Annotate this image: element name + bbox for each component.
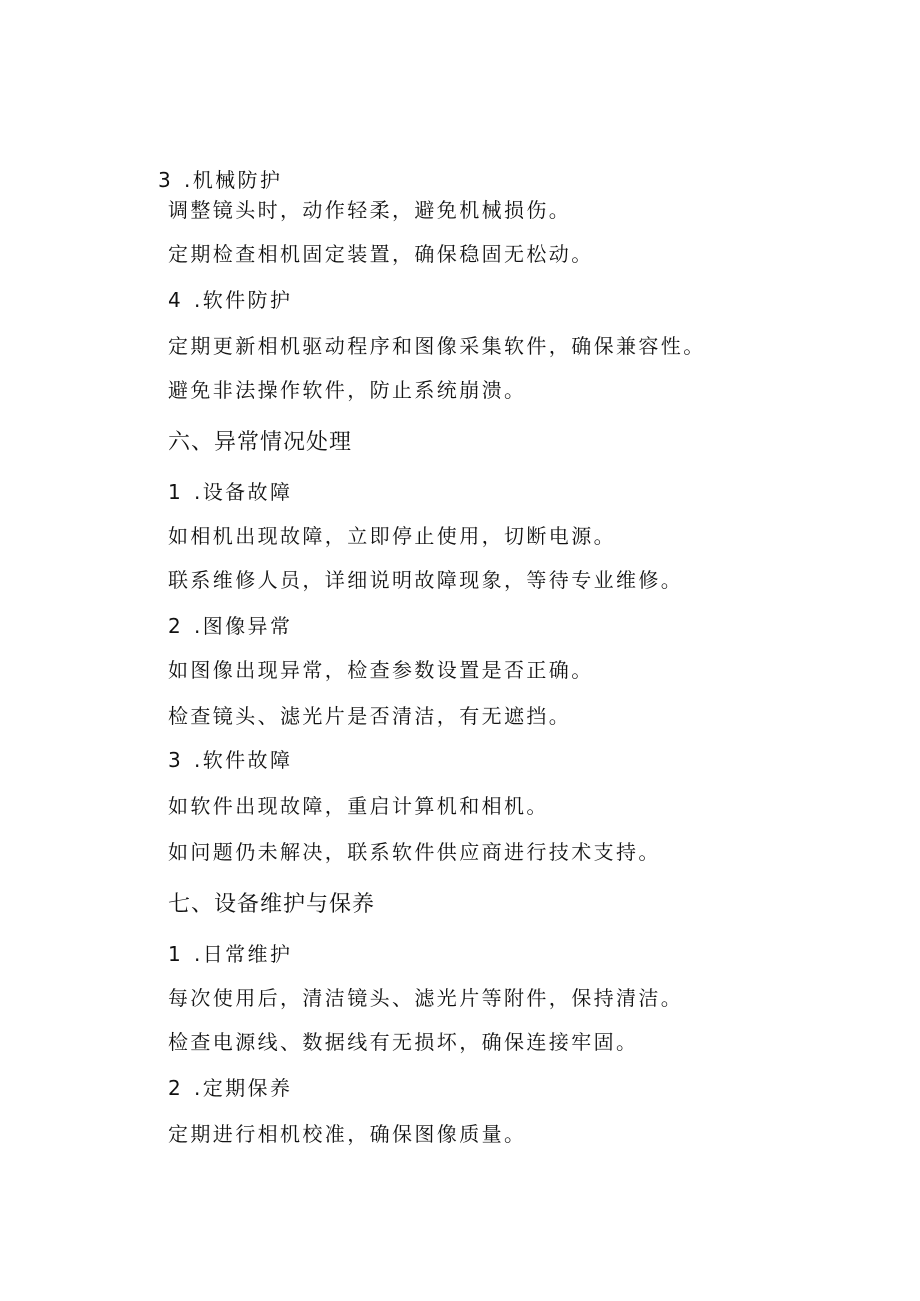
subsection-number: 3 xyxy=(158,168,174,192)
subsection-number: 3 xyxy=(168,748,184,772)
paragraph: 避免非法操作软件，防止系统崩溃。 xyxy=(168,378,527,402)
subsection-title-text: .机械防护 xyxy=(184,168,283,192)
paragraph: 定期进行相机校准，确保图像质量。 xyxy=(168,1122,527,1146)
subsection-number: 1 xyxy=(168,942,184,966)
subsection-title-mechanical-protection xyxy=(158,166,282,194)
subsection-title-daily-maintenance xyxy=(168,940,292,968)
subsection-number: 4 xyxy=(168,288,184,312)
subsection-title-text: .软件故障 xyxy=(194,748,293,772)
paragraph: 调整镜头时，动作轻柔，避免机械损伤。 xyxy=(168,198,572,222)
subsection-title-text: .定期保养 xyxy=(194,1076,293,1100)
paragraph: 每次使用后，清洁镜头、滤光片等附件，保持清洁。 xyxy=(168,986,684,1010)
paragraph: 如问题仍未解决，联系软件供应商进行技术支持。 xyxy=(168,840,661,864)
subsection-number: 1 xyxy=(168,480,184,504)
paragraph: 联系维修人员，详细说明故障现象，等待专业维修。 xyxy=(168,568,684,592)
paragraph: 如相机出现故障，立即停止使用，切断电源。 xyxy=(168,524,616,548)
subsection-title-software-failure xyxy=(168,746,292,774)
paragraph: 定期更新相机驱动程序和图像采集软件，确保兼容性。 xyxy=(168,334,706,358)
subsection-title-device-failure xyxy=(168,478,292,506)
paragraph: 检查电源线、数据线有无损坏，确保连接牢固。 xyxy=(168,1030,639,1054)
paragraph: 定期检查相机固定装置，确保稳固无松动。 xyxy=(168,242,594,266)
subsection-number: 2 xyxy=(168,1076,184,1100)
paragraph: 如图像出现异常，检查参数设置是否正确。 xyxy=(168,658,594,682)
subsection-title-periodic-maintenance xyxy=(168,1074,292,1102)
paragraph: 如软件出现故障，重启计算机和相机。 xyxy=(168,794,549,818)
subsection-title-text: .软件防护 xyxy=(194,288,293,312)
paragraph: 检查镜头、滤光片是否清洁，有无遮挡。 xyxy=(168,704,572,728)
section-heading-7: 七、设备维护与保养 xyxy=(168,892,376,917)
subsection-title-software-protection xyxy=(168,286,292,314)
subsection-title-image-abnormal xyxy=(168,612,292,640)
subsection-title-text: .设备故障 xyxy=(194,480,293,504)
section-heading-6: 六、异常情况处理 xyxy=(168,430,353,455)
subsection-number: 2 xyxy=(168,614,184,638)
subsection-title-text: .图像异常 xyxy=(194,614,293,638)
subsection-title-text: .日常维护 xyxy=(194,942,293,966)
